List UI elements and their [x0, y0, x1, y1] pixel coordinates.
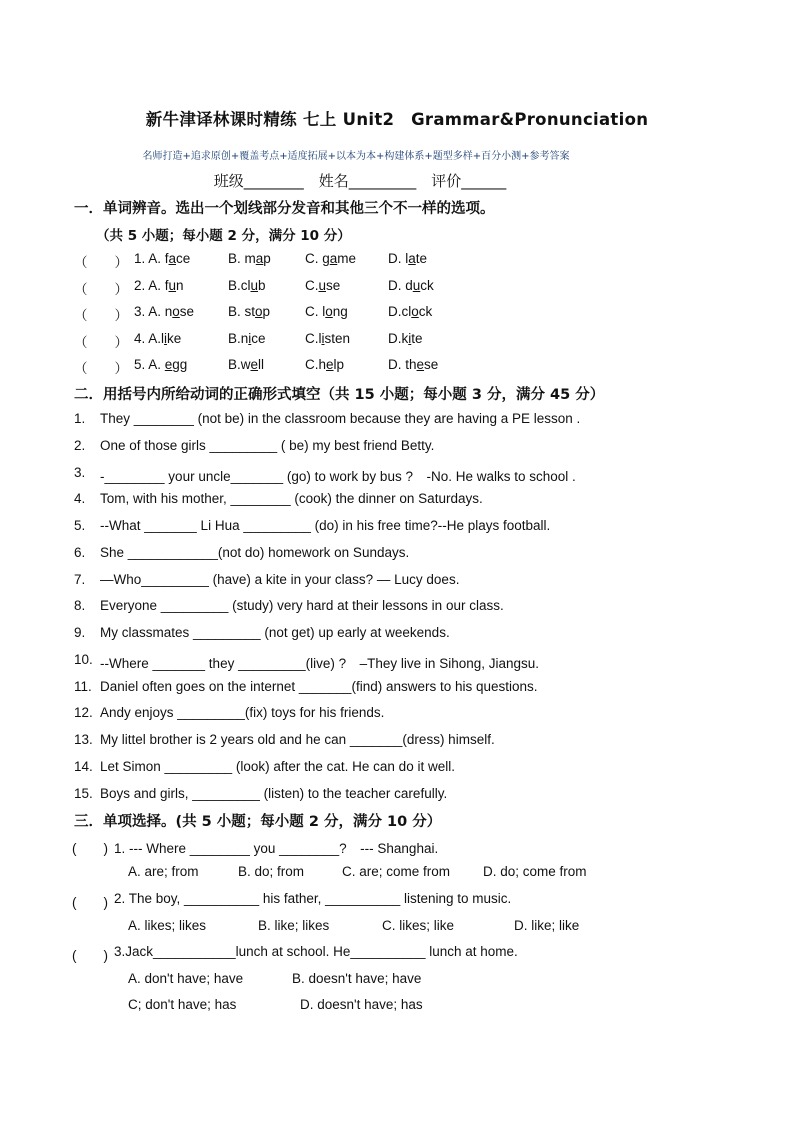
question-number: 3.: [74, 464, 86, 480]
option: [228, 278, 266, 293]
option-text: n: [176, 277, 184, 293]
question-number: 14.: [74, 758, 93, 774]
question-text: -________ your uncle_______ (go) to work by bus ? -No. He walks to school .: [100, 468, 576, 484]
underlined-letter: o: [172, 304, 180, 319]
option: [388, 304, 432, 319]
underlined-letter: i: [321, 330, 325, 346]
underlined-letter: o: [325, 304, 333, 319]
option: [388, 357, 438, 372]
option-text: C. l: [305, 304, 326, 319]
option-text: 1. A. f: [134, 251, 169, 266]
option: [228, 304, 270, 319]
question-stem: 3.Jack___________lunch at school. He__________ lunch at home.: [114, 944, 518, 959]
question-number: 6.: [74, 544, 86, 560]
option-text: 2. A. f: [134, 277, 169, 293]
option: [134, 278, 184, 293]
option-text: p: [263, 251, 271, 266]
question-text: --Where _______ they _________(live) ? –They live in Sihong, Jiangsu.: [100, 655, 540, 671]
option: [134, 304, 194, 319]
option: [305, 251, 356, 266]
section2-heading: 二．用括号内所给动词的正确形式填空（共 15 小题；每小题 3 分，满分 45 分）: [74, 387, 605, 403]
section1-heading: 一．单词辨音。选出一个划线部分发音和其他三个不一样的选项。: [74, 201, 495, 217]
option-text: C.: [305, 277, 319, 293]
underlined-letter: a: [255, 251, 264, 266]
option-text: D. th: [388, 357, 417, 372]
answer-paren[interactable]: ( ): [72, 841, 108, 856]
underlined-letter: e: [416, 357, 425, 372]
question-text: Andy enjoys _________(fix) toys for his friends.: [100, 705, 385, 721]
option-text: D. d: [388, 277, 413, 293]
option-text: B. m: [228, 251, 256, 266]
underlined-letter: i: [408, 330, 412, 346]
option-text: se: [424, 357, 439, 372]
option-text: C.h: [305, 357, 327, 372]
choice-option: D. like; like: [514, 918, 580, 933]
option: [228, 331, 266, 346]
choice-option: C. likes; like: [382, 918, 455, 933]
option: [305, 304, 348, 319]
option: [305, 331, 350, 346]
underlined-letter: u: [168, 277, 177, 293]
question-text: Daniel often goes on the internet _______(find) answers to his questions.: [100, 678, 538, 694]
answer-paren[interactable]: （ ）: [74, 308, 128, 323]
question-number: 4.: [74, 491, 86, 507]
option-text: gg: [172, 357, 188, 372]
option-text: C. g: [305, 251, 330, 266]
question-number: 1.: [74, 411, 86, 426]
question-text: --What _______ Li Hua _________ (do) in his free time?--He plays football.: [100, 518, 551, 533]
underlined-letter: u: [250, 277, 259, 293]
option: [388, 251, 427, 266]
question-number: 15.: [74, 785, 93, 801]
option-text: se: [179, 304, 195, 319]
question-number: 8.: [74, 598, 86, 614]
question-text: My classmates _________ (not get) up early at weekends.: [100, 625, 450, 640]
section3-heading: 三．单项选择。(共 5 小题；每小题 2 分，满分 10 分）: [74, 814, 442, 830]
question-text: Let Simon _________ (look) after the cat. He can do it well.: [100, 758, 455, 774]
question-text: One of those girls _________ ( be) my best friend Betty.: [100, 437, 435, 453]
choice-option: D. do; come from: [483, 864, 587, 879]
option: [388, 331, 423, 346]
underlined-letter: o: [255, 304, 263, 319]
option-text: D. l: [388, 251, 409, 266]
option: [134, 357, 187, 372]
answer-paren[interactable]: （ ）: [74, 281, 128, 297]
option: [228, 357, 264, 372]
question-number: 10.: [74, 651, 93, 667]
question-number: 7.: [74, 571, 86, 587]
choice-option: A. don't have; have: [128, 971, 244, 986]
underlined-letter: u: [412, 277, 421, 293]
option-text: B.n: [228, 330, 249, 346]
option-text: 4. A.l: [134, 330, 165, 346]
underlined-letter: a: [168, 251, 177, 266]
option-text: ck: [418, 304, 433, 319]
option: [134, 331, 181, 346]
choice-option: C. are; come from: [342, 864, 451, 879]
option-text: sten: [324, 330, 351, 346]
underlined-letter: i: [164, 330, 168, 346]
option: [305, 357, 344, 372]
question-text: Tom, with his mother, ________ (cook) the dinner on Saturdays.: [100, 491, 483, 507]
underlined-letter: i: [248, 330, 252, 346]
question-text: They ________ (not be) in the classroom because they are having a PE lesson .: [100, 411, 581, 426]
option-text: ll: [258, 357, 265, 372]
underlined-letter: e: [326, 357, 334, 372]
option-text: ck: [420, 277, 434, 293]
option: [228, 251, 271, 266]
option-text: te: [415, 251, 428, 266]
worksheet-title: 新牛津译林课时精练 七上 Unit2 Grammar&Pronunciation: [145, 110, 649, 129]
worksheet-tagline: 名师打造+追求原创+覆盖考点+适度拓展+以本为本+构建体系+题型多样+百分小测+参考答案: [142, 151, 570, 162]
option-text: lp: [333, 357, 345, 372]
question-stem: 1. --- Where ________ you ________? --- Shanghai.: [114, 841, 439, 856]
choice-option: B. doesn't have; have: [292, 971, 422, 986]
option-text: 3. A. n: [134, 304, 173, 319]
choice-option: C; don't have; has: [128, 997, 237, 1012]
question-text: She ____________(not do) homework on Sundays.: [100, 544, 410, 560]
option-text: p: [262, 304, 271, 319]
option-text: me: [337, 251, 357, 266]
question-number: 11.: [74, 678, 92, 694]
question-text: Everyone _________ (study) very hard at their lessons in our class.: [100, 598, 504, 614]
underlined-letter: u: [318, 277, 327, 293]
question-number: 13.: [74, 732, 93, 747]
question-number: 2.: [74, 437, 86, 453]
class-name-rating-line: 班级________ 姓名_________ 评价______: [213, 172, 507, 190]
option-text: C.l: [305, 330, 322, 346]
question-text: My littel brother is 2 years old and he can _______(dress) himself.: [100, 732, 495, 747]
option: [305, 278, 340, 293]
option-text: B. st: [228, 304, 256, 319]
answer-paren[interactable]: （ ）: [74, 361, 128, 376]
option-text: b: [258, 277, 266, 293]
choice-option: D. doesn't have; has: [300, 997, 423, 1012]
option-text: D.k: [388, 330, 409, 346]
question-stem: 2. The boy, __________ his father, __________ listening to music.: [114, 891, 512, 906]
option-text: te: [411, 330, 423, 346]
section1-subheading: （共 5 小题；每小题 2 分，满分 10 分）: [96, 228, 351, 244]
underlined-letter: o: [411, 304, 419, 319]
answer-paren[interactable]: ( ): [72, 948, 108, 963]
question-text: —Who_________ (have) a kite in your class? — Lucy does.: [100, 571, 460, 587]
option-text: ce: [176, 251, 191, 266]
option: [134, 251, 190, 266]
choice-option: A. are; from: [128, 864, 199, 879]
option-text: B.cl: [228, 277, 251, 293]
underlined-letter: a: [329, 251, 338, 266]
answer-paren[interactable]: （ ）: [74, 255, 128, 270]
question-number: 12.: [74, 705, 93, 721]
option-text: se: [326, 277, 341, 293]
underlined-letter: e: [250, 357, 259, 372]
choice-option: B. like; likes: [258, 918, 330, 933]
option-text: ce: [251, 330, 266, 346]
question-number: 5.: [74, 518, 86, 533]
underlined-letter: a: [408, 251, 416, 266]
option-text: D.cl: [388, 304, 412, 319]
answer-paren[interactable]: ( ): [72, 895, 108, 910]
option: [388, 278, 434, 293]
question-number: 9.: [74, 625, 86, 640]
underlined-letter: e: [164, 357, 173, 372]
answer-paren[interactable]: （ ）: [74, 334, 128, 350]
option-text: ke: [167, 330, 182, 346]
question-text: Boys and girls, _________ (listen) to the teacher carefully.: [100, 785, 448, 801]
option-text: B.w: [228, 357, 251, 372]
option-text: ng: [332, 304, 348, 319]
choice-option: B. do; from: [238, 864, 305, 879]
choice-option: A. likes; likes: [128, 918, 207, 933]
option-text: 5. A.: [134, 357, 165, 372]
